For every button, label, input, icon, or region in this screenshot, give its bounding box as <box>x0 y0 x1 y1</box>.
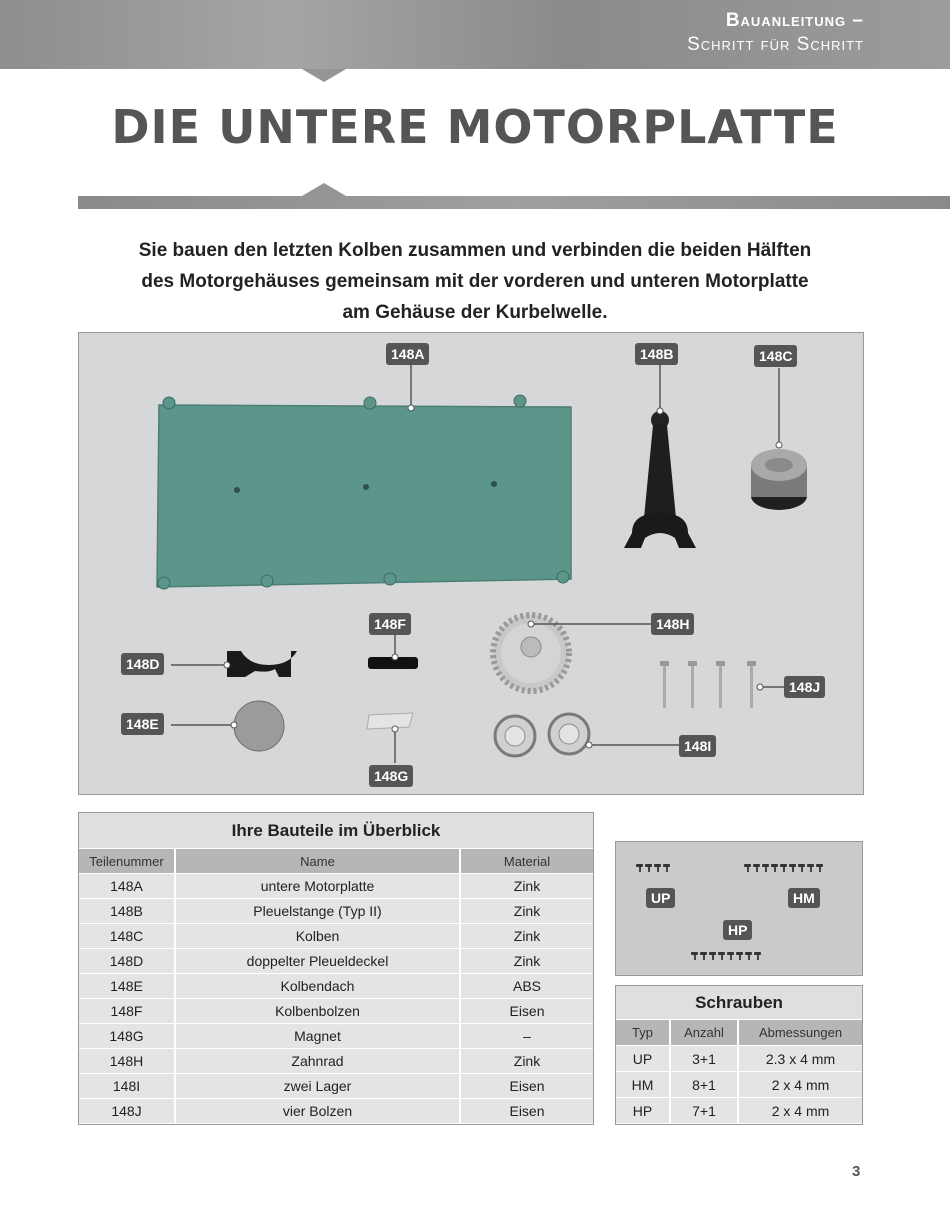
table-row <box>79 1099 593 1124</box>
parts-table-header <box>79 849 593 874</box>
table-row <box>616 1098 862 1124</box>
label-148D: 148D <box>121 653 164 675</box>
screw-count: 3+1 <box>671 1046 739 1071</box>
bearings-image <box>495 714 589 756</box>
part-number: 148B <box>79 899 176 923</box>
screws-table-header <box>616 1020 862 1046</box>
screw-size: 2 x 4 mm <box>771 1103 830 1119</box>
screws-photo <box>615 841 863 976</box>
part-number: 148J <box>79 1099 176 1123</box>
label-148A: 148A <box>386 343 429 365</box>
header-cell: Material <box>503 854 551 869</box>
hm-screws-image <box>744 864 823 872</box>
up-screws-image <box>636 864 670 872</box>
header-cell: Name <box>176 849 461 873</box>
part-number: 148C <box>79 924 176 948</box>
page-title: DIE UNTERE MOTORPLATTE <box>111 100 839 154</box>
screw-type: UP <box>616 1046 671 1071</box>
magnet-image <box>367 713 413 729</box>
part-material: Eisen <box>509 1103 545 1119</box>
label-up: UP <box>646 888 675 908</box>
part-material: Zink <box>513 878 541 894</box>
part-name: Zahnrad <box>176 1049 461 1073</box>
parts-table-title: Ihre Bauteile im Überblick <box>79 813 593 849</box>
intro-text <box>80 235 870 328</box>
header-notch <box>302 69 346 82</box>
label-148B: 148B <box>635 343 678 365</box>
header-cell: Typ <box>616 1020 671 1045</box>
part-material: Eisen <box>509 1078 545 1094</box>
header-cell: Teilenummer <box>79 849 176 873</box>
label-148E: 148E <box>121 713 164 735</box>
part-material: Zink <box>513 953 541 969</box>
part-material: Zink <box>513 928 541 944</box>
part-name: zwei Lager <box>176 1074 461 1098</box>
header-text <box>687 10 864 56</box>
table-row <box>79 974 593 999</box>
table-row <box>616 1046 862 1072</box>
parts-illustration <box>79 333 864 795</box>
connecting-rod-image <box>624 411 696 548</box>
screw-count: 8+1 <box>671 1072 739 1097</box>
screw-size: 2.3 x 4 mm <box>765 1051 836 1067</box>
table-row <box>79 924 593 949</box>
label-hp: HP <box>723 920 752 940</box>
bolts-image <box>660 661 756 708</box>
header-cell: Anzahl <box>671 1020 739 1045</box>
part-material: Zink <box>513 903 541 919</box>
header-line1: Bauanleitung – <box>725 10 864 31</box>
table-row <box>79 1024 593 1049</box>
label-148F: 148F <box>369 613 411 635</box>
piston-cap-image <box>227 651 297 677</box>
page-number: 3 <box>852 1163 861 1180</box>
label-148I: 148I <box>679 735 716 757</box>
part-material: – <box>523 1028 531 1044</box>
part-name: Kolbenbolzen <box>176 999 461 1023</box>
part-name: Kolben <box>176 924 461 948</box>
part-number: 148H <box>79 1049 176 1073</box>
screw-type: HM <box>616 1072 671 1097</box>
label-148H: 148H <box>651 613 694 635</box>
title-rule <box>78 196 950 209</box>
part-name: Kolbendach <box>176 974 461 998</box>
table-row <box>616 1072 862 1098</box>
part-name: Pleuelstange (Typ II) <box>176 899 461 923</box>
part-number: 148I <box>79 1074 176 1098</box>
screws-table-title: Schrauben <box>616 986 862 1020</box>
header-line2: Schritt für Schritt <box>687 34 864 55</box>
part-number: 148E <box>79 974 176 998</box>
parts-table <box>78 812 594 1125</box>
piston-image <box>751 449 807 510</box>
intro-line2: des Motorgehäuses gemeinsam mit der vorderen und unteren Motorplatte <box>141 271 809 292</box>
part-name: vier Bolzen <box>176 1099 461 1123</box>
label-148G: 148G <box>369 765 413 787</box>
part-number: 148D <box>79 949 176 973</box>
table-row <box>79 874 593 899</box>
parts-photo <box>78 332 864 795</box>
part-number: 148A <box>79 874 176 898</box>
part-name: Magnet <box>176 1024 461 1048</box>
part-material: ABS <box>512 978 541 994</box>
motor-plate-image <box>157 395 571 589</box>
part-material: Eisen <box>509 1003 545 1019</box>
table-row <box>79 899 593 924</box>
screw-count: 7+1 <box>671 1098 739 1123</box>
table-row <box>79 949 593 974</box>
label-148C: 148C <box>754 345 797 367</box>
part-name: doppelter Pleueldeckel <box>176 949 461 973</box>
screw-type: HP <box>616 1098 671 1123</box>
table-row <box>79 1049 593 1074</box>
label-hm: HM <box>788 888 820 908</box>
part-number: 148G <box>79 1024 176 1048</box>
title-rule-notch <box>302 183 346 196</box>
header-banner <box>0 0 950 69</box>
table-row <box>79 1074 593 1099</box>
header-cell: Abmessungen <box>758 1025 843 1040</box>
intro-line1: Sie bauen den letzten Kolben zusammen und verbinden die beiden Hälften <box>138 240 812 261</box>
hp-screws-image <box>691 952 761 960</box>
screw-size: 2 x 4 mm <box>771 1077 830 1093</box>
part-material: Zink <box>513 1053 541 1069</box>
intro-line3: am Gehäuse der Kurbelwelle. <box>342 302 608 323</box>
label-148J: 148J <box>784 676 825 698</box>
piston-top-image <box>234 701 284 751</box>
part-number: 148F <box>79 999 176 1023</box>
part-name: untere Motorplatte <box>176 874 461 898</box>
table-row <box>79 999 593 1024</box>
screws-table <box>615 985 863 1125</box>
